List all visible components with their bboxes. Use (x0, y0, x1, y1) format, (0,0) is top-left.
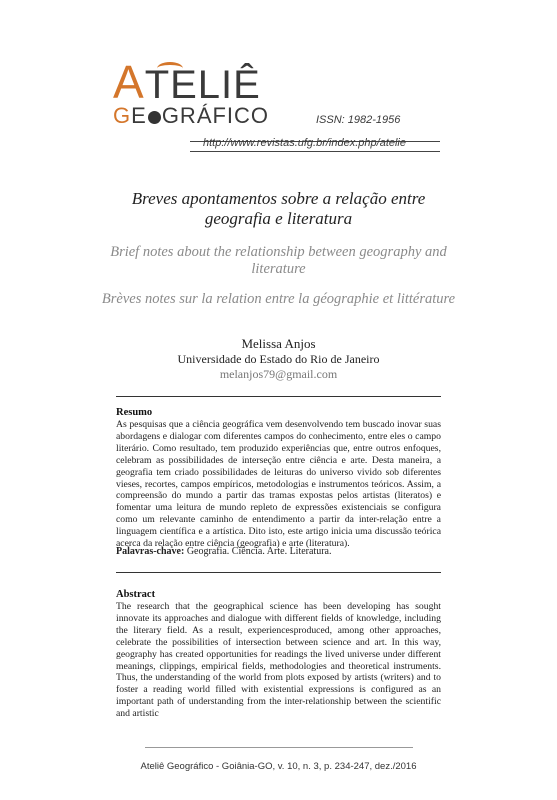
footer-rule (145, 747, 413, 748)
author-name: Melissa Anjos (241, 336, 316, 351)
logo-globe-dot (148, 111, 161, 124)
resumo-heading: Resumo (116, 407, 153, 418)
header-rule-bottom (190, 151, 440, 152)
keywords-label: Palavras-chave: (116, 546, 185, 557)
article-title: Breves apontamentos sobre a relação entre geografia e literatura (131, 189, 426, 228)
logo-wordmark-top: ATELIÊ (113, 56, 261, 108)
keywords-list: Geografia. Ciência. Arte. Literatura. (184, 546, 332, 557)
resumo-text: As pesquisas que a ciência geográfica vem desenvolvendo tem buscado inovar suas abordagens e dialogar com diferentes campos do conhecimento, entre eles o campo literário. Como resultado, tem produzido experiências que, entre outros enfoques, celebram as possibilidades de interseção entre ciência e arte. Desta maneira, a geografia tem criado possibilidades de leituras do universo vivido sob diferentes vieses, recortes, campos empíricos, metodologias e instrumentos teóricos. Assim, a compreensão do mundo a partir das tramas expostas pelos artistas (literatos) e fomentar uma leitura de mundo repleto de expressões existenciais se configura como um relevante caminho de entendimento a partir da inter-relação entre a linguagem científica e a artística. Dito isto, este artigo inicia uma discussão teórica acerca da relação entre ciência (geografia) e arte (literatura). (116, 419, 441, 550)
issn: ISSN: 1982-1956 (316, 114, 401, 126)
article-title-fr: Brèves notes sur la relation entre la géographie et littérature (101, 291, 456, 307)
abstract-heading: Abstract (116, 589, 156, 600)
journal-url[interactable]: http://www.revistas.ufg.br/index.php/atelie (203, 137, 406, 149)
divider (116, 396, 441, 397)
author-email[interactable]: melanjos79@gmail.com (219, 367, 338, 381)
divider (116, 572, 441, 573)
article-title-en: Brief notes about the relationship between geography and literature (110, 244, 447, 277)
author-affiliation: Universidade do Estado do Rio de Janeiro (177, 352, 380, 366)
logo-arc (157, 62, 183, 75)
footer-citation: Ateliê Geográfico - Goiânia-GO, v. 10, n. 3, p. 234-247, dez./2016 (140, 761, 417, 772)
keywords (116, 546, 331, 557)
logo-wordmark-bottom: GE GRÁFICO (113, 103, 270, 128)
abstract-text: The research that the geographical science has been developing has sought innovate its approaches and dialogue with different fields of knowledge, including the literary field. As a result, experiencesproduced, among other approaches, celebrate the possibilities of intersection between science and art. In this way, geography has created opportunities for readings the lived universe under different meanings, clippings, empirical fields, methodologies and theoretical instruments. Thus, the understanding of the world from plots exposed by artists (writers) and to foster a reading world filled with existential expressions is configured as an important path of understanding from the inter-relationship between the scientific and artistic (116, 601, 441, 720)
